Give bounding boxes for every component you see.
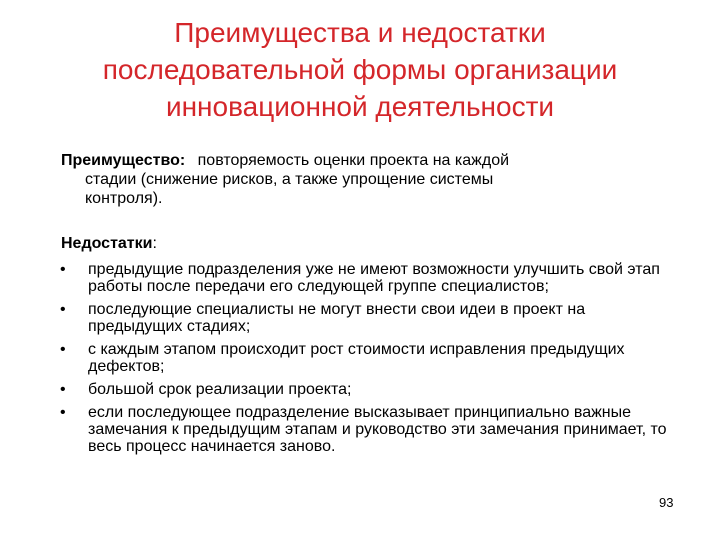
disadvantages-heading-colon: : [152,235,157,252]
disadvantages-heading [61,234,157,253]
title-line-3: инновационной деятельности [165,91,555,122]
list-item-text: если последующее подразделение высказывает принципиально важные замечания к предыдущим этапам и руководство эти замечания принимает, то весь процесс начинается заново. [88,404,667,455]
list-item [58,301,678,335]
advantage-label: Преимущество: [61,152,186,169]
list-item [58,341,678,375]
title-line-2: последовательной формы организации [102,54,618,85]
advantage-block [61,151,661,208]
advantage-text-line-2: стадии (снижение рисков, а также упрощение системы [85,171,494,188]
disadvantages-heading-text: Недостатки [61,235,153,252]
slide-title [20,14,700,125]
bullet-icon: • [60,301,66,318]
list-item-text: с каждым этапом происходит рост стоимости исправления предыдущих дефектов; [88,341,625,375]
title-line-1: Преимущества и недостатки [174,17,546,48]
list-item-text: большой срок реализации проекта; [88,381,352,398]
list-item [58,404,678,455]
list-item-text: предыдущие подразделения уже не имеют возможности улучшить свой этап работы после передачи его следующей группе специалистов; [88,261,660,295]
list-item [58,261,678,295]
bullet-icon: • [60,404,66,421]
bullet-icon: • [60,341,66,358]
bullet-icon: • [60,381,66,398]
list-item-text: последующие специалисты не могут внести свои идеи в проект на предыдущих стадиях; [88,301,586,335]
page-number: 93 [659,495,674,510]
advantage-text-line-3: контроля). [85,190,163,207]
advantage-text-line-1: повторяемость оценки проекта на каждой [197,152,510,169]
bullet-icon: • [60,261,66,278]
disadvantages-list [58,261,678,461]
list-item [58,381,678,398]
